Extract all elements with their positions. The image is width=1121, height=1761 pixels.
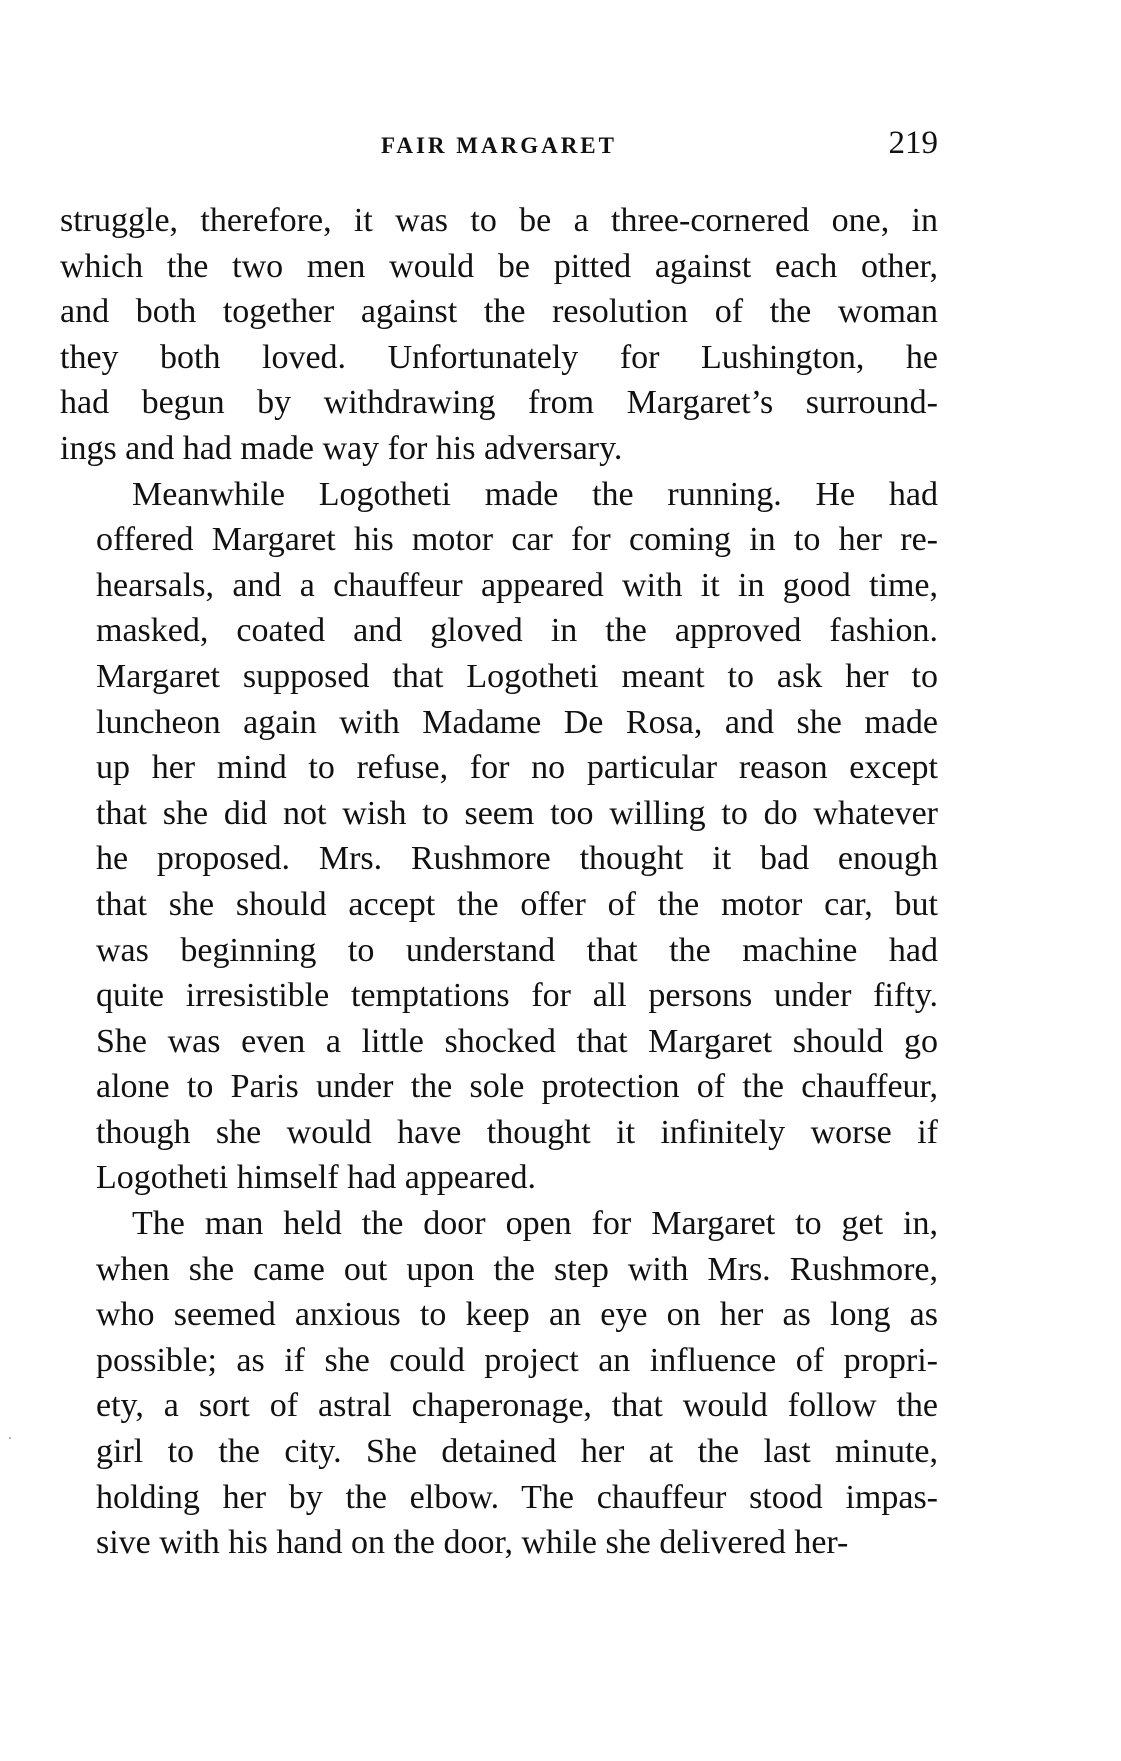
text-line: had begun by withdrawing from Margaret’s surround- (60, 384, 938, 422)
text-line: was beginning to understand that the machine had (96, 931, 938, 969)
text-line: though she would have thought it infinitely worse if (96, 1113, 938, 1151)
text-line: and both together against the resolution of the woman (60, 293, 938, 331)
text-line: She was even a little shocked that Margaret should go (96, 1022, 938, 1060)
text-line: who seemed anxious to keep an eye on her as long as (96, 1296, 938, 1334)
text-line: ings and had made way for his adversary. (60, 429, 623, 467)
text-line: luncheon again with Madame De Rosa, and she made (96, 703, 938, 741)
text-line: they both loved. Unfortunately for Lushington, he (60, 338, 938, 376)
text-line: struggle, therefore, it was to be a three-cornered one, in (60, 202, 938, 239)
text-line: which the two men would be pitted against each other, (60, 247, 938, 285)
text-line: possible; as if she could project an influence of propri- (96, 1341, 938, 1379)
text-line: offered Margaret his motor car for coming in to her re- (96, 521, 938, 559)
text-line: when she came out upon the step with Mrs. Rushmore, (96, 1250, 938, 1288)
paragraph (60, 472, 938, 1202)
running-title: FAIR MARGARET (381, 133, 617, 158)
text-line: that she should accept the offer of the motor car, but (96, 885, 938, 923)
text-line: masked, coated and gloved in the approved fashion. (96, 612, 938, 650)
text-line: quite irresistible temptations for all persons under fifty. (96, 977, 938, 1015)
paragraph (60, 198, 938, 472)
text-line: holding her by the elbow. The chauffeur stood impas- (96, 1478, 938, 1516)
text-line: he proposed. Mrs. Rushmore thought it bad enough (96, 840, 938, 878)
text-line: ety, a sort of astral chaperonage, that would follow the (96, 1387, 938, 1425)
body-text (60, 198, 938, 1566)
text-line: hearsals, and a chauffeur appeared with it in good time, (96, 566, 938, 604)
text-line: that she did not wish to seem too willing to do whatever (96, 794, 938, 832)
text-line: Meanwhile Logotheti made the running. He had (132, 475, 938, 513)
text-line: Logotheti himself had appeared. (96, 1159, 536, 1197)
text-line: girl to the city. She detained her at the last minute, (96, 1433, 938, 1471)
running-head (60, 125, 938, 165)
text-line: Margaret supposed that Logotheti meant to ask her to (96, 657, 938, 695)
text-line: up her mind to refuse, for no particular reason except (96, 749, 938, 787)
text-line: alone to Paris under the sole protection of the chauffeur, (96, 1068, 938, 1106)
text-line: The man held the door open for Margaret to get in, (132, 1205, 938, 1243)
page-number: 219 (888, 125, 938, 161)
text-line: sive with his hand on the door, while she delivered her- (96, 1524, 849, 1562)
paragraph (60, 1201, 938, 1566)
scan-speck (9, 1437, 11, 1439)
